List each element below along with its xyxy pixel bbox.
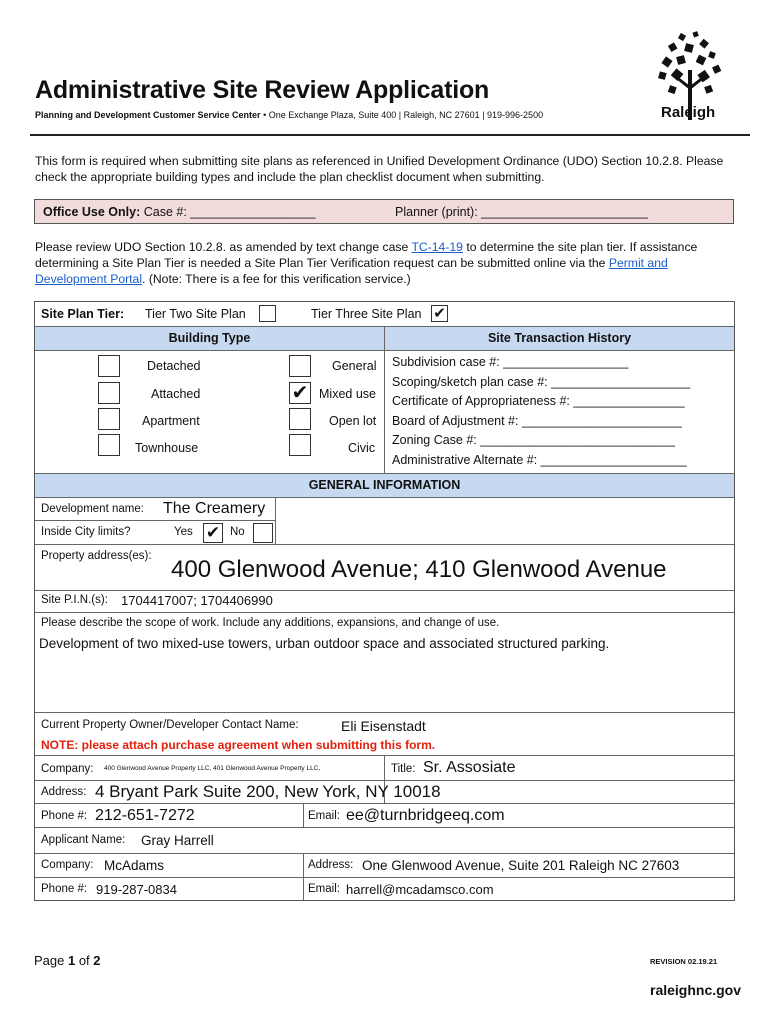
office-case-field: Case #: __________________	[140, 205, 316, 219]
pin-label: Site P.I.N.(s):	[41, 594, 108, 606]
attached-checkbox[interactable]	[98, 382, 120, 404]
owner-email-value[interactable]: ee@turnbridgeeq.com	[346, 807, 505, 824]
scope-value[interactable]: Development of two mixed-use towers, urban outdoor space and associated structured parking.	[39, 636, 610, 651]
city-limits-yes-checkbox[interactable]: ✔	[203, 523, 223, 543]
board-adjustment-field: Board of Adjustment #: _______________________	[392, 414, 682, 428]
page-current: 1	[67, 953, 76, 968]
review-text-part1: Please review UDO Section 10.2.8. as amended by text change case	[35, 240, 412, 254]
company-value[interactable]: 400 Glenwood Avenue Property LLC, 401 Glenwood Avenue Property LLC,	[104, 765, 321, 772]
header-divider	[30, 134, 750, 136]
applicant-phone-value[interactable]: 919-287-0834	[96, 882, 177, 897]
subdivision-case-field: Subdivision case #: __________________	[392, 355, 629, 369]
general-label: General	[332, 359, 377, 373]
apartment-label: Apartment	[142, 414, 200, 428]
mixed-use-label: Mixed use	[319, 387, 376, 401]
detached-label: Detached	[147, 359, 201, 373]
site-history-header: Site Transaction History	[385, 327, 734, 350]
property-address-value[interactable]: 400 Glenwood Avenue; 410 Glenwood Avenue	[171, 556, 667, 583]
applicant-address-value[interactable]: One Glenwood Avenue, Suite 201 Raleigh NC 27603	[362, 858, 680, 873]
attached-label: Attached	[151, 387, 201, 401]
tier-three-checkbox[interactable]: ✔	[431, 305, 448, 322]
applicant-email-label: Email:	[308, 883, 340, 895]
title-value[interactable]: Sr. Assosiate	[423, 759, 516, 776]
applicant-name-label: Applicant Name:	[41, 834, 126, 846]
applicant-phone-label: Phone #:	[41, 883, 88, 895]
page-number	[34, 953, 101, 968]
applicant-email-value[interactable]: harrell@mcadamsco.com	[346, 882, 494, 897]
owner-address-value[interactable]: 4 Bryant Park Suite 200, New York, NY 10018	[95, 782, 441, 801]
logo-text: Raleigh	[661, 104, 716, 121]
applicant-name-value[interactable]: Gray Harrell	[141, 833, 214, 848]
site-url[interactable]: raleighnc.gov	[650, 982, 742, 998]
page-of: of	[75, 953, 94, 968]
review-text	[35, 239, 735, 287]
yes-label: Yes	[174, 526, 193, 538]
owner-phone-value[interactable]: 212-651-7272	[95, 807, 195, 824]
admin-alternate-field: Administrative Alternate #: _____________________	[392, 453, 687, 467]
open-lot-checkbox[interactable]	[289, 408, 311, 430]
intro-text: This form is required when submitting site plans as referenced in Unified Development Ordinance (UDO) Section 10.2.8. Please check the appropriate building types and include the plan checklist document when submitting.	[35, 154, 724, 184]
application-table	[34, 301, 735, 901]
mixed-use-checkbox[interactable]: ✔	[289, 382, 311, 404]
revision-label: REVISION 02.19.21	[650, 957, 718, 966]
tc-14-19-link[interactable]: TC-14-19	[411, 240, 463, 254]
company-label: Company:	[41, 763, 94, 775]
no-label: No	[230, 526, 245, 538]
owner-value[interactable]: Eli Eisenstadt	[341, 718, 426, 734]
general-checkbox[interactable]	[289, 355, 311, 377]
dev-name-label: Development name:	[41, 503, 144, 515]
civic-label: Civic	[348, 441, 376, 455]
site-plan-tier-label: Site Plan Tier:	[41, 307, 125, 321]
page-subtitle	[35, 110, 543, 120]
building-type-header: Building Type	[35, 327, 384, 350]
detached-checkbox[interactable]	[98, 355, 120, 377]
office-use-label: Office Use Only:	[43, 205, 141, 219]
applicant-address-label: Address:	[308, 859, 354, 871]
townhouse-checkbox[interactable]	[98, 434, 120, 456]
page-prefix: Page	[34, 953, 68, 968]
page-total: 2	[93, 953, 101, 968]
office-planner-field: Planner (print): ________________________	[395, 205, 648, 219]
subtitle-org: Planning and Development Customer Service Center	[35, 110, 261, 120]
townhouse-label: Townhouse	[135, 441, 199, 455]
tier-two-checkbox[interactable]	[259, 305, 276, 322]
scoping-case-field: Scoping/sketch plan case #: ____________________	[392, 375, 691, 389]
coa-field: Certificate of Appropriateness #: ________________	[392, 394, 685, 408]
title-label: Title:	[391, 763, 416, 775]
subtitle-address: • One Exchange Plaza, Suite 400 | Raleigh, NC 27601 | 919-996-2500	[260, 110, 544, 120]
pin-value[interactable]: 1704417007; 1704406990	[121, 593, 273, 608]
applicant-company-value[interactable]: McAdams	[104, 858, 165, 873]
owner-email-label: Email:	[308, 810, 340, 822]
property-address-label: Property address(es):	[41, 550, 152, 562]
city-limits-no-checkbox[interactable]	[253, 523, 273, 543]
apartment-checkbox[interactable]	[98, 408, 120, 430]
permit-portal-link[interactable]: Permit and Development Portal	[35, 256, 668, 286]
applicant-company-label: Company:	[41, 859, 94, 871]
owner-address-label: Address:	[41, 786, 87, 798]
scope-label: Please describe the scope of work. Include any additions, expansions, and change of use.	[41, 617, 500, 629]
tier-two-label: Tier Two Site Plan	[145, 307, 246, 321]
owner-label: Current Property Owner/Developer Contact Name:	[41, 719, 299, 731]
zoning-case-field: Zoning Case #: ____________________________	[392, 433, 675, 447]
tier-three-label: Tier Three Site Plan	[311, 307, 422, 321]
city-limits-label: Inside City limits?	[41, 526, 131, 538]
purchase-agreement-note: NOTE: please attach purchase agreement when submitting this form.	[41, 738, 436, 752]
page-title: Administrative Site Review Application	[35, 76, 490, 104]
office-use-box	[34, 199, 734, 224]
open-lot-label: Open lot	[329, 414, 377, 428]
dev-name-value[interactable]: The Creamery	[163, 500, 266, 517]
civic-checkbox[interactable]	[289, 434, 311, 456]
review-text-part2: to determine the site plan tier. If assistance determining a Site Plan Tier is needed a Site Plan Tier Verification request can be submitted online via the	[35, 240, 698, 270]
owner-phone-label: Phone #:	[41, 810, 88, 822]
review-text-part3: . (Note: There is a fee for this verification service.)	[142, 272, 411, 286]
general-info-header: GENERAL INFORMATION	[35, 474, 734, 497]
